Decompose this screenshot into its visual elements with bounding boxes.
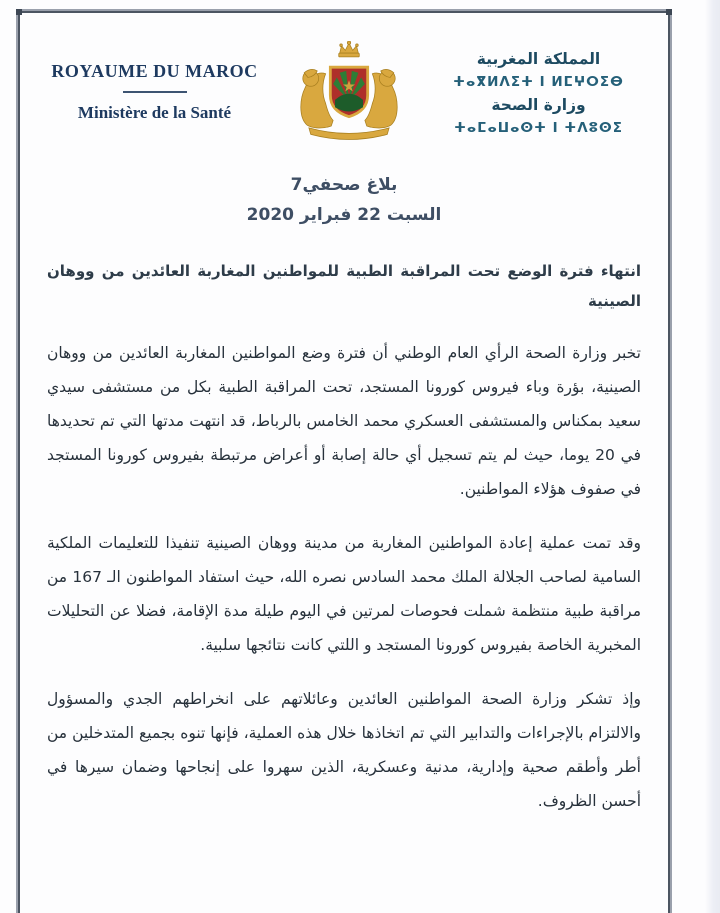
ministry-title-arabic: وزارة الصحة	[491, 96, 586, 114]
moroccan-coat-of-arms-icon	[293, 41, 405, 144]
release-title-block	[47, 170, 641, 230]
arabic-header-block	[436, 47, 641, 139]
document-content	[20, 13, 668, 911]
press-release-number: بلاغ صحفي7	[290, 175, 398, 195]
headline: انتهاء فترة الوضع تحت المراقبة الطبية للمواطنين المغاربة العائدين من ووهان الصينية	[47, 262, 641, 310]
scan-edge-shading	[705, 0, 720, 913]
press-release-date: السبت 22 فبراير 2020	[246, 205, 442, 225]
ministry-title-tifinagh: ⵜⴰⵎⴰⵡⴰⵙⵜ ⵏ ⵜⴷⵓⵙⵉ	[454, 120, 623, 136]
kingdom-title-french: ROYAUME DU MAROC	[51, 61, 258, 81]
body-paragraph-2: وقد تمت عملية إعادة المواطنين المغاربة من مدينة ووهان الصينية تنفيذا للتعليمات الملكية السامية لصاحب الجلالة الملك محمد السادس نصره الله، حيث استفاد المواطنون الـ 167 من مراقبة طبية منتظمة شملت فحوصات لمرتين في اليوم طيلة مدة الإقامة، فضلا عن التحليلات المخبرية الخاصة بفيروس كورونا المستجد و اللتي كانت نتائجها سلبية.	[47, 534, 641, 654]
body-paragraph-3: وإذ تشكر وزارة الصحة المواطنين العائدين وعائلاتهم على انخراطهم الجدي والمسؤول والالتزام بالإجراءات والتدابير التي تم اتخاذها خلال هذه العملية، فإنها تنوه بجميع المتدخلين من أطر وأطقم صحية وإدارية، مدنية وعسكرية، الذين سهروا على إنجاحها وضمان سيرها في أحسن الظروف.	[47, 690, 641, 810]
letterhead	[47, 39, 641, 144]
header-divider-line	[123, 91, 187, 93]
body-paragraph-1: تخبر وزارة الصحة الرأي العام الوطني أن فترة وضع المواطنين المغاربة العائدين من ووهان الصينية، بؤرة وباء فيروس كورونا المستجد، تحت المراقبة الطبية بكل من مستشفى سيدي سعيد بمكناس والمستشفى العسكري محمد الخامس بالرباط، قد انتهت مدتها التي تم تحديدها في 20 يوما، حيث لم يتم تسجيل أي حالة إصابة أو أعراض مرتبطة بفيروس كورونا المستجد في صفوف هؤلاء المواطنين.	[47, 344, 641, 498]
ministry-title-french: Ministère de la Santé	[77, 103, 232, 122]
kingdom-title-arabic: المملكة المغربية	[476, 50, 601, 68]
page-frame-right	[668, 11, 670, 913]
kingdom-title-tifinagh: ⵜⴰⴳⵍⴷⵉⵜ ⵏ ⵍⵎⵖⵔⵉⴱ	[453, 74, 624, 90]
french-header-block	[47, 61, 262, 123]
